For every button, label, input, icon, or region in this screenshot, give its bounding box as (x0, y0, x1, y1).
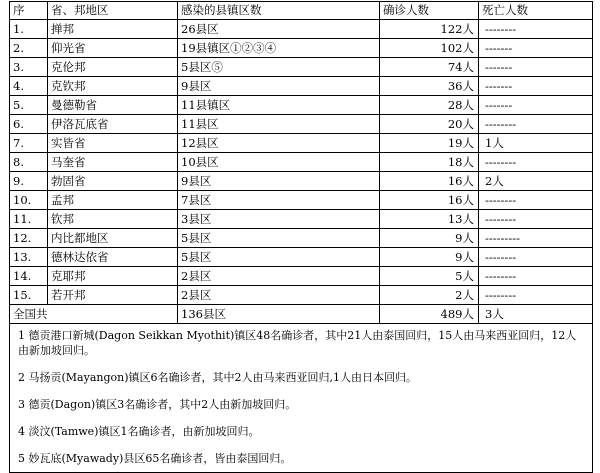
row-confirmed: 74人 (380, 58, 479, 77)
row-deaths: ------- (479, 77, 593, 96)
row-confirmed: 19人 (380, 134, 479, 153)
row-confirmed: 5人 (380, 267, 479, 286)
row-deaths: -------- (479, 248, 593, 267)
row-no: 2. (10, 39, 48, 58)
table-row (10, 153, 593, 172)
row-confirmed: 9人 (380, 229, 479, 248)
row-no: 5. (10, 96, 48, 115)
row-deaths: ------- (479, 39, 593, 58)
table-row (10, 96, 593, 115)
row-confirmed: 18人 (380, 153, 479, 172)
footnote-5: 5 妙瓦底(Myawady)县区65名确诊者，皆由泰国回归。 (18, 452, 292, 465)
row-confirmed: 20人 (380, 115, 479, 134)
row-deaths: --------- (479, 229, 593, 248)
table-row (10, 172, 593, 191)
row-deaths: -------- (479, 286, 593, 305)
total-deaths: 3人 (479, 305, 593, 324)
total-confirmed: 489人 (380, 305, 479, 324)
row-infected: 12县区 (178, 134, 380, 153)
row-deaths: 2人 (479, 172, 593, 191)
row-region: 若开邦 (48, 286, 178, 305)
row-deaths: ------- (479, 96, 593, 115)
row-no: 12. (10, 229, 48, 248)
row-region: 曼德勒省 (48, 96, 178, 115)
row-infected: 11县镇区 (178, 96, 380, 115)
row-confirmed: 13人 (380, 210, 479, 229)
row-infected: 5县区 (178, 248, 380, 267)
header-confirmed: 确诊人数 (380, 2, 479, 20)
row-deaths: -------- (479, 20, 593, 39)
row-no: 15. (10, 286, 48, 305)
table-row (10, 191, 593, 210)
row-region: 伊洛瓦底省 (48, 115, 178, 134)
row-infected: 2县区 (178, 267, 380, 286)
table-row (10, 134, 593, 153)
row-region: 克钦邦 (48, 77, 178, 96)
table-row (10, 115, 593, 134)
header-region: 省、邦地区 (48, 2, 178, 20)
row-confirmed: 102人 (380, 39, 479, 58)
row-no: 1. (10, 20, 48, 39)
row-region: 勃固省 (48, 172, 178, 191)
table-row (10, 267, 593, 286)
row-infected: 26县区 (178, 20, 380, 39)
row-infected: 5县区 (178, 229, 380, 248)
table-header-row (10, 2, 593, 20)
row-deaths: -------- (479, 153, 593, 172)
row-no: 7. (10, 134, 48, 153)
total-row (10, 305, 593, 324)
table-row (10, 20, 593, 39)
table-row (10, 58, 593, 77)
row-infected: 19县镇区①②③④ (178, 39, 380, 58)
header-deaths: 死亡人数 (479, 2, 593, 20)
row-region: 仰光省 (48, 39, 178, 58)
row-deaths: 1人 (479, 134, 593, 153)
row-no: 10. (10, 191, 48, 210)
row-no: 9. (10, 172, 48, 191)
row-no: 3. (10, 58, 48, 77)
footnote-1: 1 德贡港口新城(Dagon Seikkan Myothit)镇区48名确诊者，其中21人由泰国回归，15人由马来西亚回归，12人由新加坡回归。 (18, 329, 577, 357)
row-infected: 10县区 (178, 153, 380, 172)
table-body (10, 2, 593, 473)
row-confirmed: 28人 (380, 96, 479, 115)
row-confirmed: 36人 (380, 77, 479, 96)
row-no: 11. (10, 210, 48, 229)
table-row (10, 39, 593, 58)
row-deaths: -------- (479, 115, 593, 134)
covid-region-table (9, 1, 593, 473)
row-no: 6. (10, 115, 48, 134)
footnote-4: 4 淡汶(Tamwe)镇区1名确诊者，由新加坡回归。 (18, 425, 260, 438)
row-infected: 5县区⑤ (178, 58, 380, 77)
row-infected: 9县区 (178, 77, 380, 96)
row-confirmed: 122人 (380, 20, 479, 39)
row-no: 14. (10, 267, 48, 286)
row-confirmed: 9人 (380, 248, 479, 267)
row-region: 实皆省 (48, 134, 178, 153)
notes-row (10, 324, 593, 473)
row-no: 8. (10, 153, 48, 172)
total-infected: 136县区 (178, 305, 380, 324)
table-row (10, 286, 593, 305)
row-infected: 2县区 (178, 286, 380, 305)
row-no: 13. (10, 248, 48, 267)
footnote-3: 3 德贡(Dagon)镇区3名确诊者，其中2人由新加坡回归。 (18, 398, 297, 411)
table-row (10, 210, 593, 229)
covid-region-table-document (9, 1, 592, 473)
total-label: 全国共 (10, 305, 178, 324)
row-infected: 7县区 (178, 191, 380, 210)
row-region: 钦邦 (48, 210, 178, 229)
table-row (10, 77, 593, 96)
row-deaths: -------- (479, 210, 593, 229)
row-confirmed: 16人 (380, 172, 479, 191)
table-row (10, 229, 593, 248)
row-confirmed: 2人 (380, 286, 479, 305)
notes-cell (10, 324, 593, 473)
row-no: 4. (10, 77, 48, 96)
row-region: 德林达依省 (48, 248, 178, 267)
row-infected: 3县区 (178, 210, 380, 229)
row-confirmed: 16人 (380, 191, 479, 210)
row-deaths: -------- (479, 267, 593, 286)
row-region: 掸邦 (48, 20, 178, 39)
footnote-2: 2 马扬贡(Mayangon)镇区6名确诊者，其中2人由马来西亚回归,1人由日本回归。 (18, 371, 417, 384)
row-deaths: -------- (479, 191, 593, 210)
row-region: 孟邦 (48, 191, 178, 210)
row-region: 克耶邦 (48, 267, 178, 286)
header-no: 序 (10, 2, 48, 20)
row-region: 马奎省 (48, 153, 178, 172)
table-row (10, 248, 593, 267)
header-infected: 感染的县镇区数 (178, 2, 380, 20)
row-infected: 11县区 (178, 115, 380, 134)
row-region: 克伦邦 (48, 58, 178, 77)
row-region: 内比都地区 (48, 229, 178, 248)
row-infected: 9县区 (178, 172, 380, 191)
row-deaths: ------- (479, 58, 593, 77)
